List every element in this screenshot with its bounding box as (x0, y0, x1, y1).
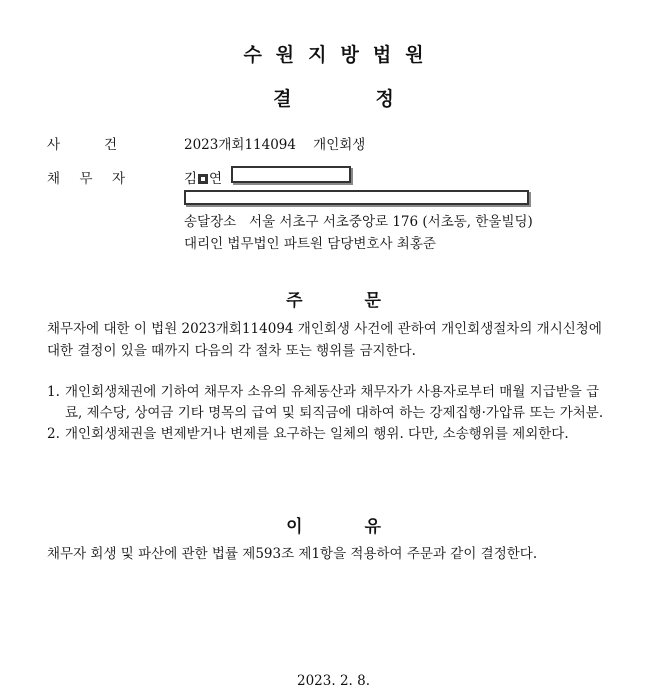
list-item-number: 1. (47, 384, 60, 400)
debtor-label-char: 채 (47, 171, 61, 187)
list-item (47, 424, 607, 445)
debtor-name-last: 연 (209, 171, 223, 187)
court-name: 수원지방법원 (243, 44, 438, 66)
list-item (47, 382, 607, 424)
order-body: 채무자에 대한 이 법원 2023개회114094 개인회생 사건에 관하여 개인회생절차의 개시신청에 대한 결정이 있을 때까지 다음의 각 절차 또는 행위를 금지한다. (47, 321, 602, 359)
redaction-box-address (184, 190, 529, 205)
decision-date: 2023. 2. 8. (297, 673, 370, 689)
list-item-text: 개인회생채권을 변제받거나 변제를 요구하는 일체의 행위. 다만, 소송행위를 제외한다. (65, 426, 569, 442)
case-label-char: 사 (47, 137, 61, 153)
list-item-text: 개인회생채권에 기하여 채무자 소유의 유체동산과 채무자가 사용자로부터 매월 지급받을 급료, 제수당, 상여금 기타 명목의 급여 및 퇴직금에 대하여 하는 강제집행·가압류 또는 가처분. (65, 384, 604, 421)
debtor-label (47, 167, 125, 187)
document-type: 결정 (273, 88, 478, 110)
debtor-label-char: 자 (111, 171, 125, 187)
order-heading: 주문 (286, 291, 443, 311)
case-name: 개인회생 (313, 137, 366, 153)
case-label-char: 건 (103, 137, 117, 153)
debtor-label-char: 무 (79, 171, 93, 187)
reason-heading: 이유 (286, 517, 443, 537)
legal-agent: 대리인 법무법인 파트원 담당변호사 최홍준 (184, 236, 436, 252)
service-address-value: 서울 서초구 서초중앙로 176 (서초동, 한울빌딩) (249, 214, 533, 230)
service-address-label: 송달장소 (184, 214, 237, 230)
order-items (47, 382, 607, 445)
list-item-number: 2. (47, 426, 60, 442)
service-address (184, 210, 533, 230)
debtor-name (184, 167, 222, 187)
debtor-name-first: 김 (184, 171, 198, 187)
reason-body: 채무자 회생 및 파산에 관한 법률 제593조 제1항을 적용하여 주문과 같이 결정한다. (47, 546, 538, 562)
redaction-box-id (231, 166, 351, 183)
case-label (47, 133, 117, 153)
redaction-mark (198, 174, 208, 184)
case-value (184, 133, 365, 153)
case-number: 2023개회114094 (184, 137, 296, 153)
